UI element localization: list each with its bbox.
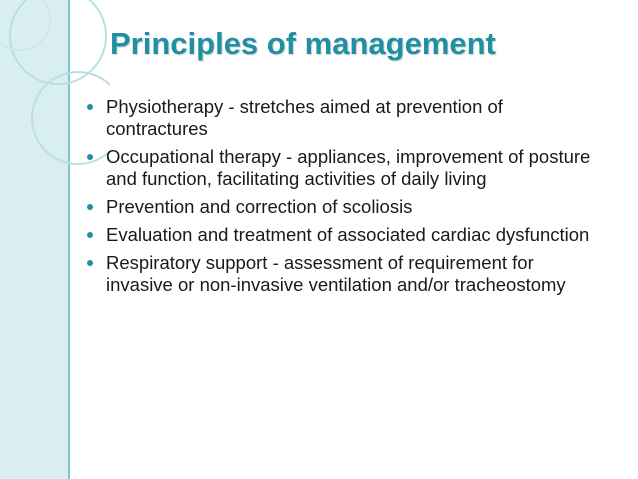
- bullet-item: [84, 96, 604, 140]
- bullet-icon: [87, 204, 93, 210]
- bullet-icon: [87, 260, 93, 266]
- bullet-item: [84, 224, 604, 246]
- bullet-text: Occupational therapy - appliances, improvement of posture and function, facilitating activities of daily living: [106, 146, 591, 189]
- bullet-icon: [87, 154, 93, 160]
- bullet-item: [84, 252, 604, 296]
- bullet-text: Evaluation and treatment of associated cardiac dysfunction: [106, 224, 590, 245]
- bullet-icon: [87, 232, 93, 238]
- decorative-circle-large: [10, 0, 106, 84]
- bullet-item: [84, 196, 604, 218]
- slide-title: Principles of management: [110, 26, 496, 61]
- decorative-circle-small: [0, 0, 50, 50]
- bullet-list: [84, 96, 604, 302]
- bullet-icon: [87, 104, 93, 110]
- bullet-item: [84, 146, 604, 190]
- bullet-text: Physiotherapy - stretches aimed at prevention of contractures: [106, 96, 503, 139]
- bullet-text: Prevention and correction of scoliosis: [106, 196, 413, 217]
- bullet-text: Respiratory support - assessment of requirement for invasive or non-invasive ventilation and/or tracheostomy: [106, 252, 566, 295]
